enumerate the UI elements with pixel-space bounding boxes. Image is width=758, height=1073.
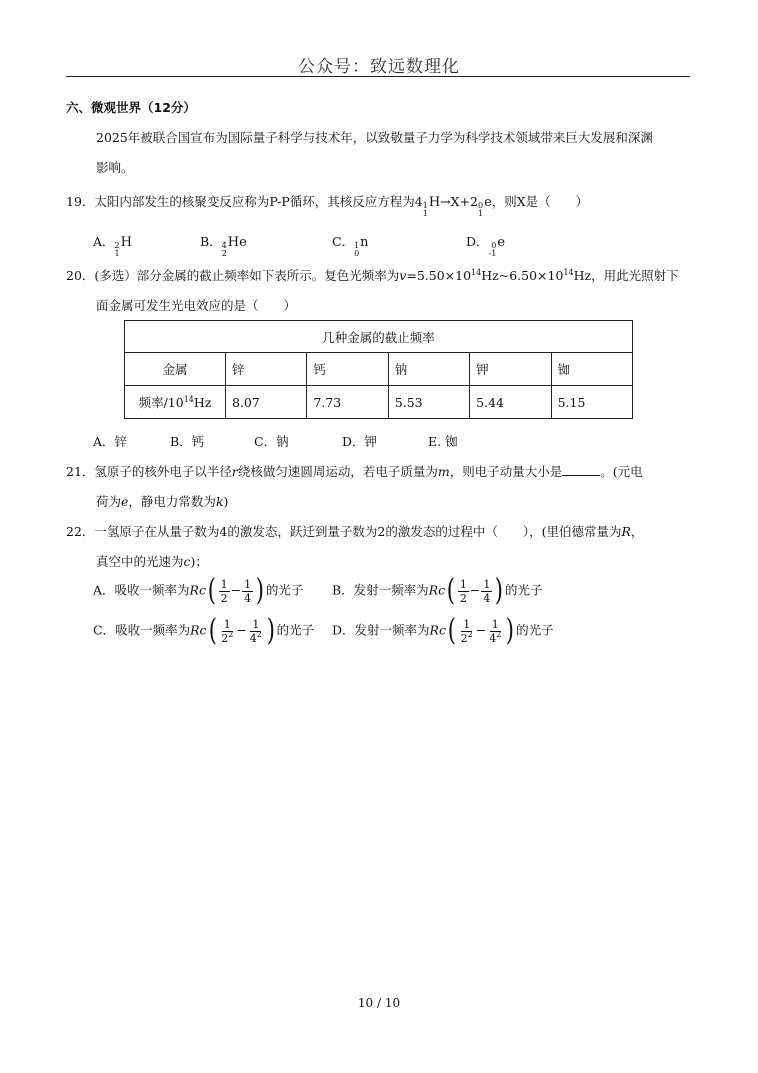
q19-option-d-symbol: e [497, 235, 506, 250]
intro-line-2: 影响。 [96, 160, 134, 175]
q22-option-b-label: B．发射一频率为 [332, 582, 429, 598]
q20-option-a: A．锌 [93, 434, 128, 449]
q19-option-b-symbol: He [227, 235, 247, 250]
q19-text-after: ，则X是（ ） [491, 194, 589, 209]
q19-option-a-charge: 1 [114, 249, 120, 258]
q19-h-mass: 1 [422, 201, 428, 210]
q21-text-b: 绕核做匀速圆周运动，若电子质量为 [237, 464, 438, 479]
page-number: 10 / 10 [357, 996, 401, 1010]
table-cell-metal: 铷 [551, 353, 632, 386]
table-header-metal: 金属 [125, 353, 226, 386]
q19-e-mass: 0 [477, 201, 484, 210]
q20-exp-1: 14 [471, 268, 482, 277]
q19-option-c-mass: 1 [354, 241, 360, 250]
q19-option-a-mass: 2 [114, 241, 120, 250]
table-header-frequency [125, 386, 226, 419]
q22-option-c: C．吸收一频率为Rc( $\frac{1}{2^2}$ − $\frac{1}{4^2}$ ) 的光子 [93, 613, 315, 648]
right-paren: ) [506, 613, 515, 648]
header-rule [66, 76, 690, 77]
q22-option-c-suffix: 的光子 [276, 622, 315, 638]
q22-option-b-suffix: 的光子 [505, 582, 543, 598]
q21-text-f: ，静电力常数为 [128, 494, 216, 509]
table-row [125, 386, 633, 419]
q19-option-a-symbol: H [120, 235, 132, 250]
fraction: $\frac{1}{4}$ [244, 577, 252, 605]
q19-text-before: 19．太阳内部发生的核聚变反应称为P-P循环，其核反应方程为 [66, 194, 415, 209]
q22-text-b: ， [630, 524, 644, 539]
q21-text-d: 。(元电 [600, 464, 643, 479]
q19-option-c-symbol: n [360, 235, 369, 250]
section-title: 六、微观世界（12分） [66, 100, 196, 115]
fraction: $\frac{1}{2^2}$ [460, 617, 473, 645]
table-cell-value: 5.53 [388, 386, 469, 419]
q20-range-a: =5.50×10 [406, 268, 472, 283]
q21-m-symbol: m [437, 464, 450, 479]
right-paren: ) [266, 613, 275, 648]
fraction: $\frac{1}{2}$ [459, 577, 467, 605]
q22-c-symbol: c [183, 554, 191, 569]
q22-rc-symbol: Rc [428, 582, 446, 598]
table-cell-value: 7.73 [307, 386, 388, 419]
q22-R-symbol: R [621, 524, 631, 539]
q19-e-symbol: e [484, 195, 492, 210]
q19-option-b-label: B． [200, 234, 222, 249]
q19-option-c [332, 232, 369, 258]
question-19 [66, 192, 588, 218]
q20-option-b: B．钙 [170, 434, 205, 449]
q22-option-d-label: D．发射一频率为 [332, 622, 430, 638]
q20-nu-symbol: v [399, 268, 407, 283]
q21-k-symbol: k [215, 494, 224, 509]
q19-option-c-label: C． [332, 234, 355, 249]
cutoff-frequency-table [124, 320, 633, 419]
q20-range-c: Hz [573, 268, 592, 283]
table-cell-value: 5.44 [470, 386, 551, 419]
q19-option-b-charge: 2 [221, 249, 227, 258]
fraction: $\frac{1}{4^2}$ [489, 617, 502, 645]
q19-option-d [466, 232, 505, 258]
q19-h-symbol: H [428, 195, 441, 210]
table-cell-metal: 钙 [307, 353, 388, 386]
q19-coef-2: 2 [470, 194, 478, 209]
right-paren: ) [495, 573, 504, 608]
left-paren: ( [207, 573, 216, 608]
left-paren: ( [447, 613, 456, 648]
q22-option-d: D．发射一频率为Rc( $\frac{1}{2^2}$ − $\frac{1}{4^2}$ ) 的光子 [332, 613, 554, 648]
intro-line-1: 2025年被联合国宣布为国际量子科学与技术年，以致敬量子力学为科学技术领域带来巨大发展和深渊 [96, 130, 653, 145]
fraction: $\frac{1}{2}$ [220, 577, 228, 605]
q19-hydrogen-nuclide [423, 194, 440, 218]
q22-text-c: 真空中的光速为 [96, 554, 184, 569]
q22-text-a: 22．一氢原子在从量子数为4的激发态，跃迁到量子数为2的激发态的过程中（ ），(里伯德常量为 [66, 524, 622, 539]
q19-option-b-mass: 4 [221, 241, 227, 250]
q21-r-symbol: r [231, 464, 238, 479]
q22-rc-symbol: Rc [190, 622, 207, 638]
q20-text-after: ，用此光照射下 [591, 268, 679, 283]
q19-h-charge: 1 [422, 209, 428, 218]
table-cell-metal: 钠 [388, 353, 469, 386]
q22-option-a: A．吸收一频率为Rc( $\frac{1}{2}$ − $\frac{1}{4}$ ) 的光子 [93, 573, 304, 608]
q21-e-symbol: e [121, 494, 129, 509]
q21-text-g: ) [223, 494, 229, 509]
q19-option-a-label: A． [93, 234, 115, 249]
q19-e-charge: 1 [477, 209, 484, 218]
table-cell-value: 8.07 [226, 386, 307, 419]
q20-option-e: E. 铷 [428, 434, 458, 449]
q20-range-b: Hz~6.50×10 [481, 268, 564, 283]
question-20-line-1 [66, 266, 679, 284]
q22-text-d: )； [190, 554, 208, 569]
frequency-label-exp: 14 [183, 395, 194, 404]
q22-option-c-label: C．吸收一频率为 [93, 622, 191, 638]
q22-option-b: B．发射一频率为Rc( $\frac{1}{2}$ − $\frac{1}{4}$ ) 的光子 [332, 573, 543, 608]
q22-rc-symbol: Rc [429, 622, 446, 638]
q20-option-d: D．钾 [342, 434, 378, 449]
question-21-line-1 [66, 462, 643, 480]
table-cell-metal: 钾 [470, 353, 551, 386]
frequency-label-a: 频率/10 [138, 395, 184, 410]
right-paren: ) [255, 573, 265, 608]
q19-coef-1: 4 [414, 194, 423, 209]
fraction: $\frac{1}{4^2}$ [249, 617, 262, 645]
q20-exp-2: 14 [563, 268, 574, 277]
answer-blank[interactable] [562, 464, 600, 476]
q19-option-a [93, 232, 132, 258]
q20-option-c: C．钠 [254, 434, 289, 449]
q22-option-d-suffix: 的光子 [516, 622, 554, 638]
question-22-line-2 [96, 552, 208, 570]
frequency-label-b: Hz [193, 395, 212, 410]
q19-option-d-label: D． [466, 234, 489, 249]
fraction: $\frac{1}{2^2}$ [221, 617, 234, 645]
page-header: 公众号：致远数理化 [298, 57, 460, 77]
fraction: $\frac{1}{4}$ [483, 577, 491, 605]
q19-option-d-charge: -1 [488, 249, 497, 258]
q19-option-b [200, 232, 247, 258]
q19-arrow: →X+ [440, 194, 471, 209]
table-cell-metal: 锌 [226, 353, 307, 386]
q19-option-c-charge: 0 [354, 249, 360, 258]
question-22-line-1 [66, 522, 643, 540]
table-cell-value: 5.15 [551, 386, 632, 419]
q22-rc-symbol: Rc [189, 582, 206, 598]
question-21-line-2 [96, 492, 228, 510]
table-title: 几种金属的截止频率 [125, 321, 633, 353]
q22-option-a-label: A．吸收一频率为 [93, 582, 190, 598]
question-20-line-2: 面金属可发生光电效应的是（ ） [96, 298, 297, 313]
table-row [125, 353, 633, 386]
left-paren: ( [208, 613, 217, 648]
q19-option-d-mass: 0 [491, 241, 497, 250]
q22-option-a-suffix: 的光子 [265, 582, 304, 598]
left-paren: ( [446, 573, 456, 608]
q20-text-before: 20．(多选）部分金属的截止频率如下表所示。复色光频率为 [66, 268, 400, 283]
q21-text-a: 21．氢原子的核外电子以半径 [66, 464, 232, 479]
q21-text-c: ，则电子动量大小是 [449, 464, 563, 479]
q19-positron-nuclide [478, 194, 492, 218]
q21-text-e: 荷为 [96, 494, 122, 509]
